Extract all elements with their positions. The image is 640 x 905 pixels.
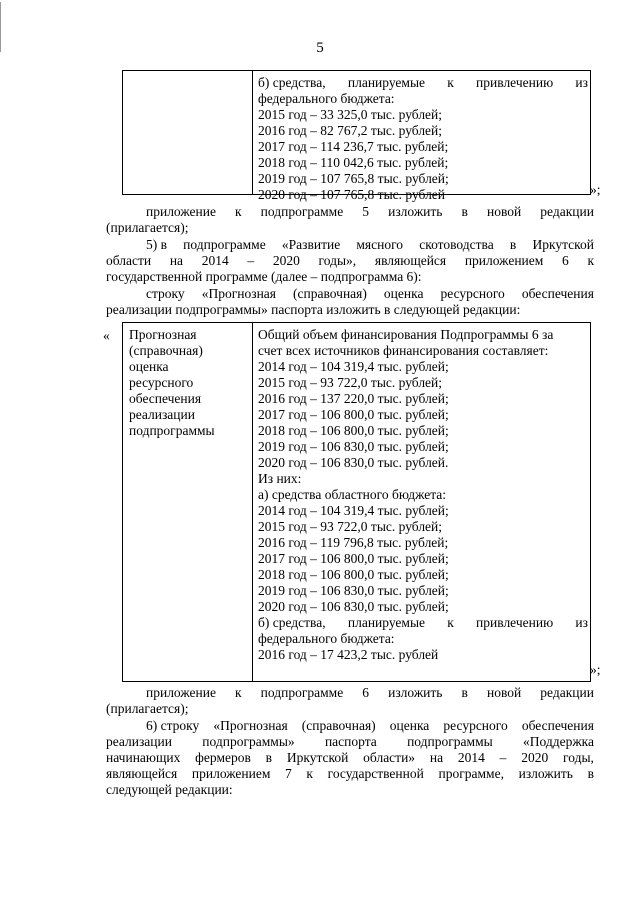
table-subprogram-6: [122, 322, 591, 682]
text-line: 5) в подпрограмме «Развитие мясного скотоводства в Иркутской: [146, 237, 594, 252]
table2-content-cell: [258, 327, 588, 663]
text-line: 2020 год – 107 765,8 тыс. рублей: [258, 187, 446, 202]
text-line: 2016 год – 119 796,8 тыс. рублей;: [258, 535, 449, 550]
opening-quote: «: [103, 328, 110, 343]
table1-label-cell: [123, 71, 253, 194]
text-line: 2017 год – 106 800,0 тыс. рублей;: [258, 551, 449, 566]
table-federal-budget: [122, 70, 591, 202]
text-line: федерального бюджета:: [258, 631, 395, 646]
text-line: б) средства, планируемые к привлечению из: [258, 615, 588, 630]
label-line: подпрограммы: [129, 423, 215, 438]
text-line: (прилагается);: [106, 701, 189, 716]
paragraph-item-6: [106, 718, 594, 798]
text-line: 2017 год – 106 800,0 тыс. рублей;: [258, 407, 449, 422]
text-line: (прилагается);: [106, 220, 189, 235]
text-line: реализации подпрограммы» паспорта изложить в следующей редакции:: [106, 302, 521, 317]
text-line: государственной программе (далее – подпрограмма 6):: [106, 269, 422, 284]
text-line: 2015 год – 33 325,0 тыс. рублей;: [258, 107, 443, 122]
text-line: 2015 год – 93 722,0 тыс. рублей;: [258, 519, 443, 534]
label-line: обеспечения: [129, 391, 202, 406]
paragraph-forecast-line: [106, 286, 594, 318]
text-line: 2014 год – 104 319,4 тыс. рублей;: [258, 359, 449, 374]
text-line: строку «Прогнозная (справочная) оценка ресурсного обеспечения: [146, 286, 594, 301]
text-line: 2018 год – 106 800,0 тыс. рублей;: [258, 423, 449, 438]
table1-content-cell: [258, 75, 588, 203]
table2-label: [129, 327, 215, 439]
text-line: приложение к подпрограмме 5 изложить в новой редакции: [146, 204, 594, 219]
text-line: 2016 год – 137 220,0 тыс. рублей;: [258, 391, 449, 406]
closing-quote-1: »;: [590, 182, 601, 197]
text-line: 2018 год – 106 800,0 тыс. рублей;: [258, 567, 449, 582]
text-line: 2016 год – 82 767,2 тыс. рублей;: [258, 123, 443, 138]
text-line: области на 2014 – 2020 годы», являющейся приложением 6 к: [106, 253, 594, 268]
text-line: Общий объем финансирования Подпрограммы 6 за: [258, 327, 554, 342]
paragraph-item-5: [106, 237, 594, 285]
page-number: 5: [316, 40, 324, 56]
text-line: Из них:: [258, 471, 302, 486]
text-line: 2015 год – 93 722,0 тыс. рублей;: [258, 375, 443, 390]
text-line: 6) строку «Прогнозная (справочная) оценка ресурсного обеспечения: [146, 718, 594, 733]
label-line: оценка: [129, 359, 169, 374]
closing-quote-2: »;: [590, 662, 601, 677]
text-line: 2019 год – 107 765,8 тыс. рублей;: [258, 171, 449, 186]
text-line: являющейся приложением 7 к государственной программе, изложить в: [106, 766, 594, 781]
text-line: федерального бюджета:: [258, 91, 395, 106]
label-line: ресурсного: [129, 375, 194, 390]
text-line: 2020 год – 106 830,0 тыс. рублей.: [258, 455, 449, 470]
label-line: (справочная): [129, 343, 203, 358]
text-line: приложение к подпрограмме 6 изложить в новой редакции: [146, 685, 594, 700]
text-line: 2018 год – 110 042,6 тыс. рублей;: [258, 155, 449, 170]
text-line: 2019 год – 106 830,0 тыс. рублей;: [258, 583, 449, 598]
text-line: а) средства областного бюджета:: [258, 487, 447, 502]
table2-label-cell: [123, 323, 253, 681]
text-line: б) средства, планируемые к привлечению из: [258, 75, 588, 90]
text-line: начинающих фермеров в Иркутской области» на 2014 – 2020 годы,: [106, 750, 594, 765]
paragraph-appendix-5: [106, 204, 594, 236]
text-line: реализации подпрограммы» паспорта подпрограммы «Поддержка: [106, 734, 594, 749]
label-line: реализации: [129, 407, 195, 422]
paragraph-appendix-6: [106, 685, 594, 717]
text-line: следующей редакции:: [106, 782, 233, 797]
text-line: 2014 год – 104 319,4 тыс. рублей;: [258, 503, 449, 518]
text-line: счет всех источников финансирования составляет:: [258, 343, 549, 358]
text-line: 2020 год – 106 830,0 тыс. рублей;: [258, 599, 449, 614]
text-line: 2017 год – 114 236,7 тыс. рублей;: [258, 139, 449, 154]
text-line: 2016 год – 17 423,2 тыс. рублей: [258, 647, 439, 662]
text-line: 2019 год – 106 830,0 тыс. рублей;: [258, 439, 449, 454]
label-line: Прогнозная: [129, 327, 197, 342]
